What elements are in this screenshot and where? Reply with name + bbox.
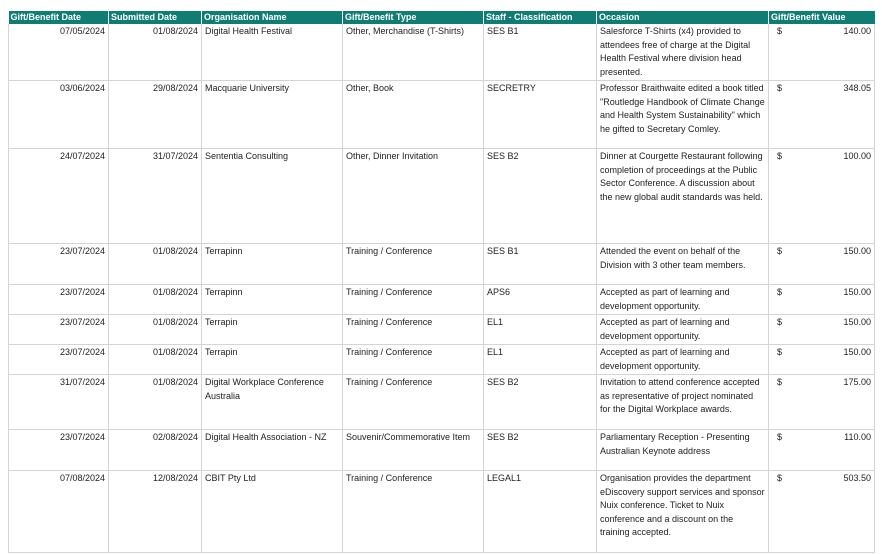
cell-gift-date: 31/07/2024 xyxy=(9,375,109,430)
cell-occasion: Accepted as part of learning and development opportunity. xyxy=(597,285,769,315)
cell-occasion: Professor Braithwaite edited a book titled "Routledge Handbook of Climate Change and Health System Sustainability" which he gifted to Secretary Comley. xyxy=(597,81,769,149)
value-amount: 150.00 xyxy=(843,317,871,327)
currency-symbol: $ xyxy=(777,287,783,297)
cell-type: Training / Conference xyxy=(343,345,484,375)
value-amount: 348.05 xyxy=(843,83,871,93)
table-row xyxy=(9,81,875,149)
value-amount: 150.00 xyxy=(843,347,871,357)
cell-organisation: Digital Workplace Conference Australia xyxy=(202,375,343,430)
cell-type: Training / Conference xyxy=(343,471,484,553)
cell-gift-date: 24/07/2024 xyxy=(9,149,109,244)
header-organisation: Organisation Name xyxy=(202,11,343,24)
cell-staff: LEGAL1 xyxy=(484,471,597,553)
cell-organisation: Terrapinn xyxy=(202,285,343,315)
value-amount: 150.00 xyxy=(843,287,871,297)
header-gift-date: Gift/Benefit Date xyxy=(9,11,109,24)
cell-gift-date: 07/05/2024 xyxy=(9,24,109,81)
cell-gift-date: 23/07/2024 xyxy=(9,244,109,285)
cell-gift-date: 23/07/2024 xyxy=(9,315,109,345)
cell-occasion: Dinner at Courgette Restaurant following completion of proceedings at the Public Sector Conference. A discussion about the new global audit standards was held. xyxy=(597,149,769,244)
cell-value xyxy=(769,471,875,553)
header-type: Gift/Benefit Type xyxy=(343,11,484,24)
currency-symbol: $ xyxy=(777,347,783,357)
cell-type: Other, Merchandise (T-Shirts) xyxy=(343,24,484,81)
value-amount: 140.00 xyxy=(843,26,871,36)
cell-occasion: Organisation provides the department eDiscovery support services and sponsor Nuix conference. Ticket to Nuix conference and a discount on the training accepted. xyxy=(597,471,769,553)
cell-type: Training / Conference xyxy=(343,375,484,430)
currency-symbol: $ xyxy=(777,83,783,93)
cell-type: Other, Dinner Invitation xyxy=(343,149,484,244)
cell-value xyxy=(769,315,875,345)
cell-value xyxy=(769,81,875,149)
cell-value xyxy=(769,149,875,244)
cell-staff: SES B2 xyxy=(484,375,597,430)
header-occasion: Occasion xyxy=(597,11,769,24)
currency-symbol: $ xyxy=(777,246,783,256)
cell-staff: SECRETRY xyxy=(484,81,597,149)
cell-staff: APS6 xyxy=(484,285,597,315)
currency-symbol: $ xyxy=(777,432,783,442)
table-row xyxy=(9,375,875,430)
value-amount: 110.00 xyxy=(844,432,871,442)
table-header xyxy=(9,11,875,24)
gift-register-table xyxy=(8,11,875,553)
header-value: Gift/Benefit Value xyxy=(769,11,875,24)
cell-occasion: Parliamentary Reception - Presenting Australian Keynote address xyxy=(597,430,769,471)
header-submitted-date: Submitted Date xyxy=(109,11,202,24)
cell-organisation: Terrapin xyxy=(202,345,343,375)
cell-type: Training / Conference xyxy=(343,244,484,285)
cell-organisation: Digital Health Festival xyxy=(202,24,343,81)
table-row xyxy=(9,285,875,315)
cell-occasion: Accepted as part of learning and development opportunity. xyxy=(597,315,769,345)
cell-staff: SES B2 xyxy=(484,430,597,471)
cell-occasion: Accepted as part of learning and development opportunity. xyxy=(597,345,769,375)
table-row xyxy=(9,149,875,244)
cell-submitted-date: 01/08/2024 xyxy=(109,244,202,285)
cell-organisation: Digital Health Association - NZ xyxy=(202,430,343,471)
header-staff: Staff - Classification xyxy=(484,11,597,24)
cell-submitted-date: 29/08/2024 xyxy=(109,81,202,149)
value-amount: 100.00 xyxy=(843,151,871,161)
cell-type: Other, Book xyxy=(343,81,484,149)
cell-organisation: Macquarie University xyxy=(202,81,343,149)
cell-type: Training / Conference xyxy=(343,315,484,345)
table-row xyxy=(9,345,875,375)
currency-symbol: $ xyxy=(777,473,783,483)
table-body xyxy=(9,24,875,553)
cell-submitted-date: 01/08/2024 xyxy=(109,285,202,315)
table-row xyxy=(9,315,875,345)
value-amount: 150.00 xyxy=(843,246,871,256)
currency-symbol: $ xyxy=(777,377,783,387)
currency-symbol: $ xyxy=(777,317,783,327)
cell-staff: SES B1 xyxy=(484,24,597,81)
header-row xyxy=(9,11,875,24)
cell-occasion: Invitation to attend conference accepted as representative of project nominated for the Digital Workplace awards. xyxy=(597,375,769,430)
cell-organisation: Sententia Consulting xyxy=(202,149,343,244)
table-row xyxy=(9,471,875,553)
cell-gift-date: 03/06/2024 xyxy=(9,81,109,149)
value-amount: 175.00 xyxy=(843,377,871,387)
cell-submitted-date: 01/08/2024 xyxy=(109,315,202,345)
table-row xyxy=(9,430,875,471)
cell-submitted-date: 31/07/2024 xyxy=(109,149,202,244)
cell-gift-date: 07/08/2024 xyxy=(9,471,109,553)
cell-value xyxy=(769,244,875,285)
table-row xyxy=(9,24,875,81)
cell-gift-date: 23/07/2024 xyxy=(9,345,109,375)
cell-submitted-date: 01/08/2024 xyxy=(109,375,202,430)
cell-gift-date: 23/07/2024 xyxy=(9,285,109,315)
cell-value xyxy=(769,345,875,375)
cell-value xyxy=(769,24,875,81)
cell-staff: SES B1 xyxy=(484,244,597,285)
cell-staff: EL1 xyxy=(484,345,597,375)
currency-symbol: $ xyxy=(777,26,783,36)
cell-gift-date: 23/07/2024 xyxy=(9,430,109,471)
cell-type: Training / Conference xyxy=(343,285,484,315)
cell-value xyxy=(769,285,875,315)
table-row xyxy=(9,244,875,285)
cell-staff: SES B2 xyxy=(484,149,597,244)
cell-occasion: Attended the event on behalf of the Division with 3 other team members. xyxy=(597,244,769,285)
cell-occasion: Salesforce T-Shirts (x4) provided to attendees free of charge at the Digital Health Festival where division head presented. xyxy=(597,24,769,81)
cell-organisation: Terrapin xyxy=(202,315,343,345)
cell-submitted-date: 12/08/2024 xyxy=(109,471,202,553)
cell-organisation: CBIT Pty Ltd xyxy=(202,471,343,553)
cell-staff: EL1 xyxy=(484,315,597,345)
cell-value xyxy=(769,430,875,471)
cell-value xyxy=(769,375,875,430)
cell-type: Souvenir/Commemorative Item xyxy=(343,430,484,471)
cell-organisation: Terrapinn xyxy=(202,244,343,285)
cell-submitted-date: 01/08/2024 xyxy=(109,345,202,375)
currency-symbol: $ xyxy=(777,151,783,161)
cell-submitted-date: 02/08/2024 xyxy=(109,430,202,471)
value-amount: 503.50 xyxy=(843,473,871,483)
cell-submitted-date: 01/08/2024 xyxy=(109,24,202,81)
